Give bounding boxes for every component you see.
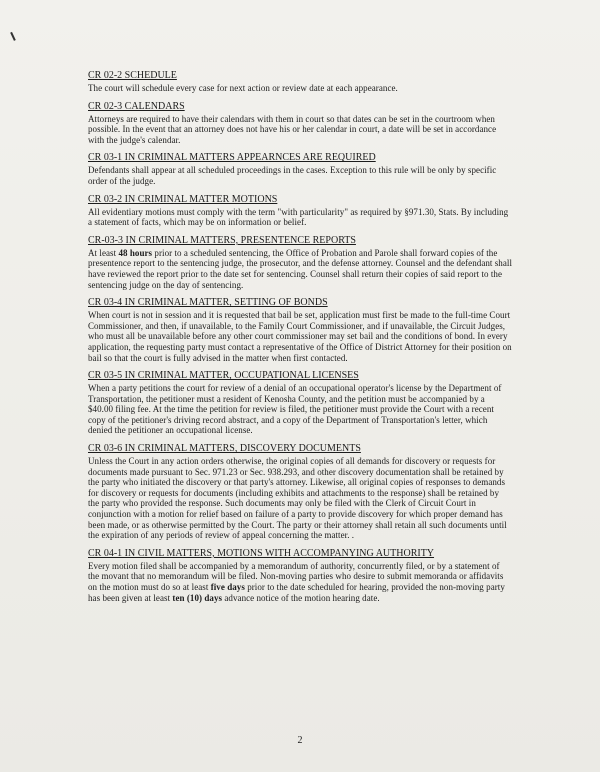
section-cr-03-6 <box>88 443 512 541</box>
section-body: Defendants shall appear at all scheduled proceedings in the cases. Exception to this rule will be only by specific order of the judge. <box>88 165 497 186</box>
section-cr-02-2 <box>88 70 512 94</box>
section-cr-03-1 <box>88 152 512 186</box>
section-heading: CR-03-3 IN CRIMINAL MATTERS, PRESENTENCE REPORTS <box>88 234 356 246</box>
section-body: When a party petitions the court for review of a denial of an occupational operator's license by the Department of Transportation, the petitioner must a resident of Kenosha County, and the petition must be accompanied by a $40.00 filing fee. At the time the petition for review is filed, the petitioner must provide the Court with a recent copy of the petitioner's driving record abstract, and a copy of the Department of Transportation's letter, which denied the petitioner an occupational license. <box>88 383 502 436</box>
section-heading: CR 03-6 IN CRIMINAL MATTERS, DISCOVERY DOCUMENTS <box>88 443 361 455</box>
page-number: 2 <box>297 735 303 746</box>
section-body: Unless the Court in any action orders otherwise, the original copies of all demands for discovery or requests for documents made pursuant to Sec. 971.23 or Sec. 938.293, and other discovery documentation shall be retained by the party who initiated the discovery or that party's attorney. Likewise, all original copies of responses to demands for discovery or requests for documents (including exhibits and attachments to the response) shall be retained by the party who provided the response. Such documents may only be filed with the Clerk of Circuit Court in conjunction with a motion for relief based on failure of a party to provide discovery for which proper demand has been made, or as otherwise permitted by the Court. The party or their attorney shall retain all such documents until the expiration of any periods of review of appeal concerning the matter. . <box>88 456 507 541</box>
rules-content <box>88 70 512 610</box>
body-emphasis: five days <box>210 582 245 592</box>
section-heading: CR 02-2 SCHEDULE <box>88 70 177 81</box>
body-emphasis: ten (10) days <box>172 592 223 603</box>
body-text: Every motion filed shall be accompanied by a memorandum of authority, concurrently filed, or by a statement of the movant that no memorandum will be filed. Non-moving parties who desire to submit memoranda or affidavits on the motion must do so at least <box>88 560 504 592</box>
section-heading: CR 02-3 CALENDARS <box>88 100 185 112</box>
section-cr-02-3 <box>88 101 512 146</box>
section-body: When court is not in session and it is requested that bail be set, application must first be made to the full-time Court Commissioner, and then, if unavailable, to the Family Court Commissioner, and if unavailable, the Circuit Judges, who must all be unavailable before any other court commissioner may set bail and the conditions of bond. In every application, the requesting party must contact a representative of the Office of District Attorney for their position on bail so that the court is fully advised in the matter when first contacted. <box>88 310 512 363</box>
body-text: prior to a scheduled sentencing, the Office of Probation and Parole shall forward copies of the presentence report to the sentencing judge, the prosecutor, and the defense attorney. Counsel and the defendant shall have reviewed the report prior to the date set for sentencing. Counsel shall return their copies of said report to the sentencing judge on the day of sentencing. <box>88 247 513 290</box>
section-body: Attorneys are required to have their calendars with them in court so that dates can be set in the courtroom when possible. In the event that an attorney does not have his or her calendar in court, a date will be set in accordance with the judge's calendar. <box>88 113 497 145</box>
section-heading: CR 03-2 IN CRIMINAL MATTER MOTIONS <box>88 193 278 205</box>
body-emphasis: 48 hours <box>118 247 153 258</box>
scan-mark <box>10 32 15 41</box>
body-text: At least <box>88 247 119 258</box>
section-heading: CR 03-5 IN CRIMINAL MATTER, OCCUPATIONAL LICENSES <box>88 370 359 382</box>
section-heading: CR 03-1 IN CRIMINAL MATTERS APPEARNCES ARE REQUIRED <box>88 152 376 164</box>
section-cr-03-2 <box>88 194 512 228</box>
section-heading: CR 03-4 IN CRIMINAL MATTER, SETTING OF BONDS <box>88 297 328 309</box>
section-cr-03-4 <box>88 297 512 363</box>
section-cr-03-5 <box>88 370 512 436</box>
section-cr-04-1 <box>88 548 512 603</box>
body-text: advance notice of the motion hearing date. <box>222 592 380 603</box>
section-body: All evidentiary motions must comply with the term "with particularity" as required by §971.30, Stats. By including a statement of facts, which may be on information or belief. <box>88 206 509 228</box>
section-heading: CR 04-1 IN CIVIL MATTERS, MOTIONS WITH ACCOMPANYING AUTHORITY <box>88 547 435 559</box>
section-body <box>88 248 512 290</box>
body-text: prior to the date scheduled for hearing, provided the non-moving party has been given at least <box>88 582 505 603</box>
section-cr-03-3 <box>88 235 512 290</box>
section-body: The court will schedule every case for next action or review date at each appearance. <box>88 83 398 93</box>
section-body <box>88 561 512 603</box>
